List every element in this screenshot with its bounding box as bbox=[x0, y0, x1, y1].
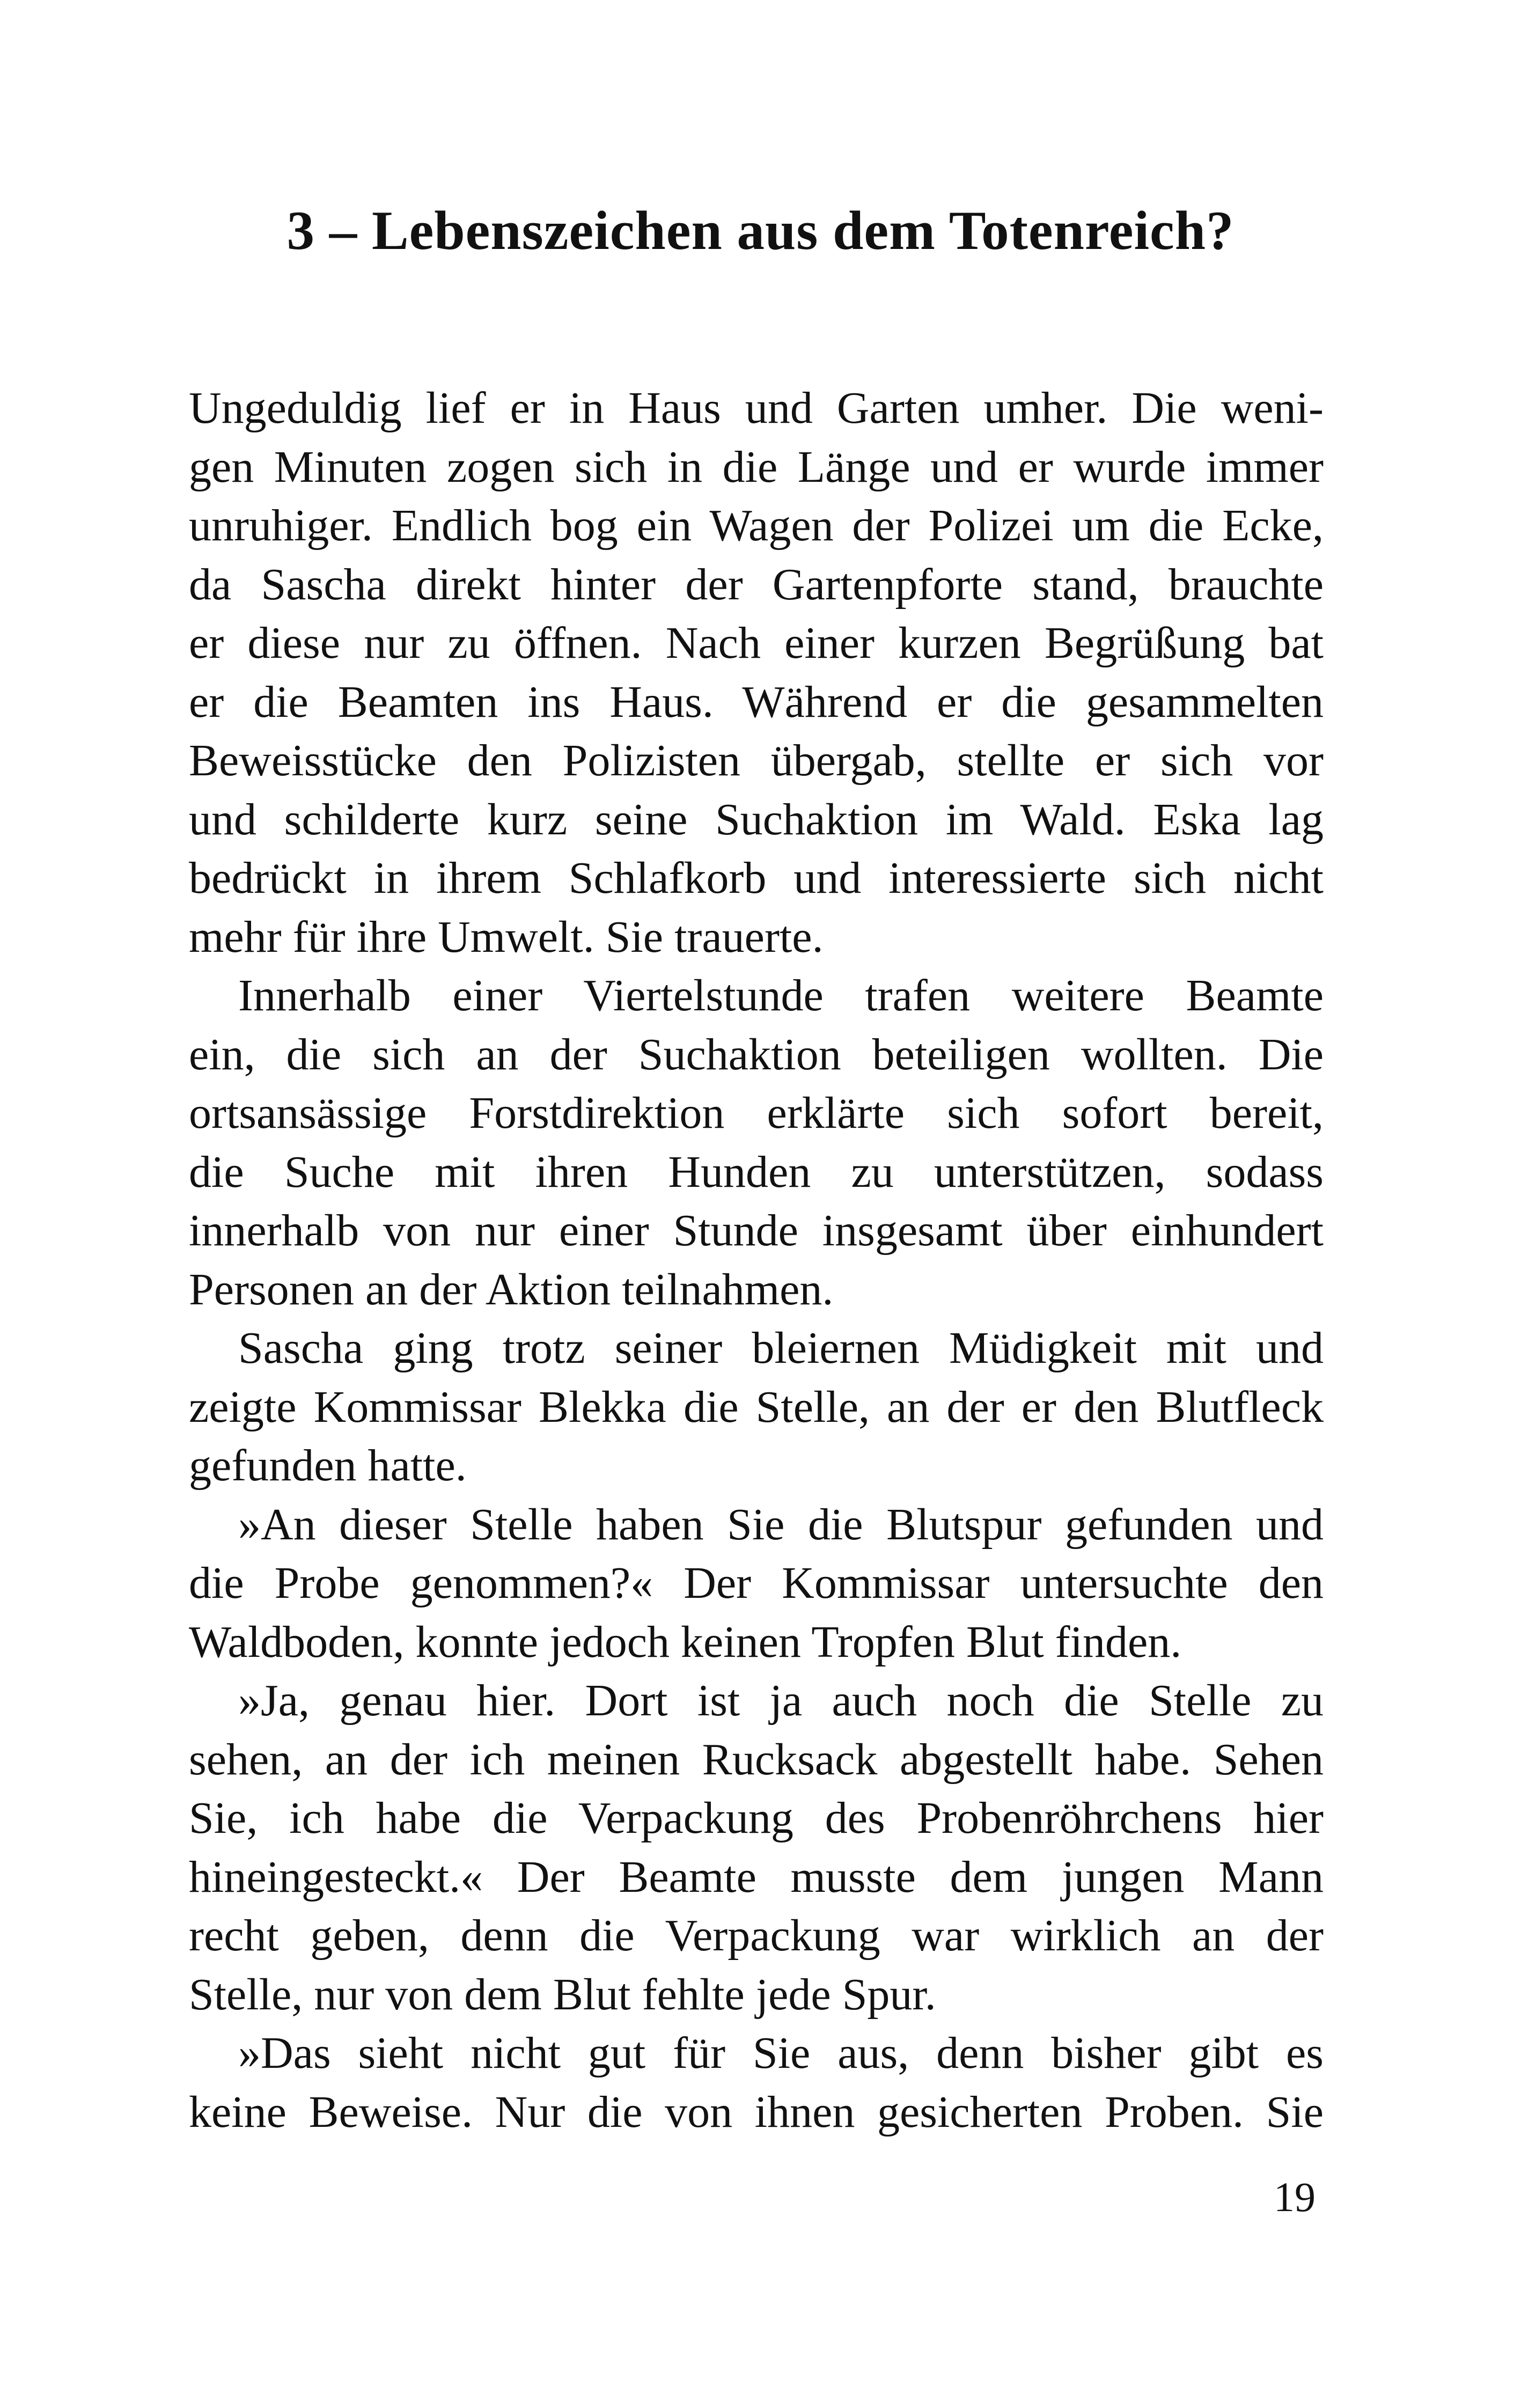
text-line: die Probe genommen?« Der Kommissar untersuchte den bbox=[189, 1558, 1324, 1608]
text-line: Ungeduldig lief er in Haus und Garten umher. Die weni- bbox=[189, 383, 1324, 433]
text-line: Sie, ich habe die Verpackung des Probenröhrchens hier bbox=[189, 1793, 1324, 1843]
text-line: ein, die sich an der Suchaktion beteiligen wollten. Die bbox=[189, 1029, 1324, 1080]
text-line: er die Beamten ins Haus. Während er die gesammelten bbox=[189, 677, 1324, 727]
text-line: sehen, an der ich meinen Rucksack abgestellt habe. Sehen bbox=[189, 1734, 1324, 1785]
text-line: bedrückt in ihrem Schlafkorb und interessierte sich nicht bbox=[189, 853, 1324, 903]
text-line: Sascha ging trotz seiner bleiernen Müdigkeit mit und bbox=[238, 1323, 1324, 1373]
text-line: keine Beweise. Nur die von ihnen gesicherten Proben. Sie bbox=[189, 2087, 1324, 2137]
text-line: Beweisstücke den Polizisten übergab, stellte er sich vor bbox=[189, 736, 1324, 785]
text-line: Personen an der Aktion teilnahmen. bbox=[189, 1264, 834, 1315]
text-line: ortsansässige Forstdirektion erklärte sich sofort bereit, bbox=[189, 1088, 1324, 1138]
text-line: Waldboden, konnte jedoch keinen Tropfen Blut finden. bbox=[189, 1617, 1182, 1667]
page-number: 19 bbox=[1274, 2174, 1316, 2220]
body-text bbox=[189, 379, 1324, 2141]
text-line: innerhalb von nur einer Stunde insgesamt über einhundert bbox=[189, 1206, 1324, 1256]
text-line: gen Minuten zogen sich in die Länge und er wurde immer bbox=[189, 442, 1324, 492]
text-line: recht geben, denn die Verpackung war wirklich an der bbox=[189, 1911, 1324, 1961]
text-line: er diese nur zu öffnen. Nach einer kurzen Begrüßung bat bbox=[189, 618, 1324, 668]
text-line: mehr für ihre Umwelt. Sie trauerte. bbox=[189, 912, 824, 962]
text-line: gefunden hatte. bbox=[189, 1441, 467, 1491]
text-line: die Suche mit ihren Hunden zu unterstützen, sodass bbox=[189, 1147, 1324, 1197]
text-line: und schilderte kurz seine Suchaktion im Wald. Eska lag bbox=[189, 794, 1324, 845]
text-line: da Sascha direkt hinter der Gartenpforte stand, brauchte bbox=[189, 559, 1324, 610]
text-line: »An dieser Stelle haben Sie die Blutspur gefunden und bbox=[238, 1499, 1324, 1550]
text-line: zeigte Kommissar Blekka die Stelle, an der er den Blutfleck bbox=[189, 1382, 1324, 1432]
text-line: Innerhalb einer Viertelstunde trafen weitere Beamte bbox=[238, 971, 1324, 1021]
text-line: hineingesteckt.« Der Beamte musste dem jungen Mann bbox=[189, 1852, 1324, 1902]
text-line: unruhiger. Endlich bog ein Wagen der Polizei um die Ecke, bbox=[189, 501, 1324, 550]
chapter-title: 3 – Lebenszeichen aus dem Totenreich? bbox=[286, 200, 1235, 261]
text-line: »Ja, genau hier. Dort ist ja auch noch die Stelle zu bbox=[238, 1676, 1324, 1726]
text-line: »Das sieht nicht gut für Sie aus, denn bisher gibt es bbox=[238, 2028, 1324, 2078]
text-line: Stelle, nur von dem Blut fehlte jede Spur. bbox=[189, 1969, 936, 2020]
